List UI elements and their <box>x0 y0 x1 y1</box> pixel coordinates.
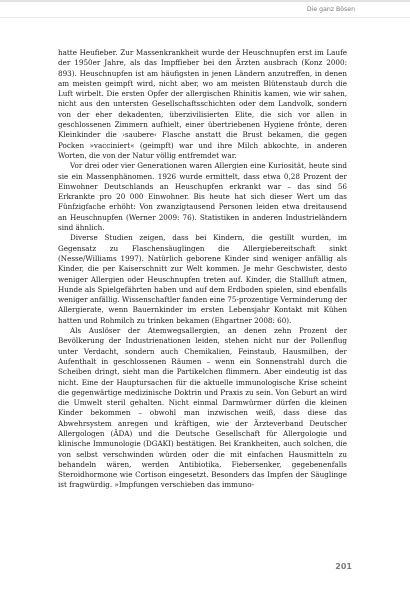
paragraph: hatte Heufieber. Zur Massenkrankheit wurde der Heuschnupfen erst im Laufe der 1950er Jahre, als das Impffieber bei den Ärzten ausbrach (Konz 2000: 893). Heuschnupfen ist am häufigsten in jenen Ländern anzutreffen, in denen am meisten geimpft wird, nicht aber, wo am meisten Blütenstaub durch die Luft wirbelt. Die ersten Opfer der allergischen Rhinitis kamen, wie wir sahen, nicht aus den untersten Gesellschaftsschichten oder dem Landvolk, sondern von der eher dekadenten, überzivilisierten Elite, die sich vor allen in geschlossenen Zimmern aufhielt, einer übertriebenen Hygiene frönte, deren Kleinkinder die ›saubere‹ Flasche anstatt die Brust bekamen, die gegen Pocken »vacciniert« (geimpft) war und ihre Milch abkochte, in anderen Worten, die von der Natur völlig entfremdet war. <box>58 48 347 160</box>
body-text <box>58 48 347 491</box>
page-number: 201 <box>335 562 352 571</box>
running-head-title: Die ganz Bösen <box>306 6 355 13</box>
running-head <box>0 0 410 18</box>
paragraph: Diverse Studien zeigen, dass bei Kindern, die gestillt wurden, im Gegensatz zu Flaschensäuglingen die Allergiebereitschaft sinkt (Nesse/Williams 1997). Natürlich geborene Kinder sind weniger anfällig als Kinder, die per Kaiserschnitt zur Welt kommen. Je mehr Geschwister, desto weniger Allergien oder Heuschnupfen treten auf. Kinder, die Stallluft atmen, Hunde als Spielgefährten haben und auf dem Erdboden spielen, sind ebenfalls weniger anfällig. Wissenschaftler fanden eine 75-prozentige Verminderung der Allergierate, wenn Bauernkinder im ersten Lebensjahr Kontakt mit Kühen hatten und Rohmilch zu trinken bekamen (Ehgartner 2008: 60). <box>58 233 347 325</box>
paragraph: Als Auslöser der Atemwegsallergien, an denen zehn Prozent der Bevölkerung der Industrienationen leiden, stehen nicht nur der Pollenflug unter Verdacht, sondern auch Chemikalien, Feinstaub, Hausmilben, der Aufenthalt in geschlossenen Räumen – wenn ein Sonnenstrahl durch die Scheiben dringt, sieht man die Partikelchen flimmern. Aber eindeutig ist das nicht. Eine der Hauptursachen für die aktuelle immunologische Krise scheint die gegenwärtige medizinische Doktrin und Praxis zu sein. Von Geburt an wird die Umwelt steril gehalten. Nicht einmal Darmwürmer dürfen die kleinen Kinder bekommen – obwohl man inzwischen weiß, dass diese das Abwehrsystem anregen und kräftigen, wie der Ärzteverband Deutscher Allergologen (ÄDA) und die Deutsche Gesellschaft für Allergologie und klinische Immunologie (DGAKI) bestätigen. Bei Krankheiten, auch solchen, die von selbst verschwinden würden oder die mit einfachen Hausmitteln zu behandeln wären, werden Antibiotika, Fiebersenker, gegebenenfalls Steroidhormone wie Cortison eingesetzt. Besonders das Impfen der Säuglinge ist fragwürdig. »Impfungen verschieben das immuno- <box>58 326 347 490</box>
paragraph: Vor drei oder vier Generationen waren Allergien eine Kuriosität, heute sind sie ein Massenphänomen. 1926 wurde ermittelt, dass etwa 0,28 Prozent der Einwohner Deutschlands an Heuschupfen erkrankt war – das sind 56 Erkrankte pro 20 000 Einwohner. Bis heute hat sich dieser Wert um das Fünfzigfache erhöht: Von zwanzigtausend Personen leiden etwa dreitausend an Heuschnupfen (Werner 2009: 76). Statistiken in anderen Industrieländern sind ähnlich. <box>58 161 347 233</box>
